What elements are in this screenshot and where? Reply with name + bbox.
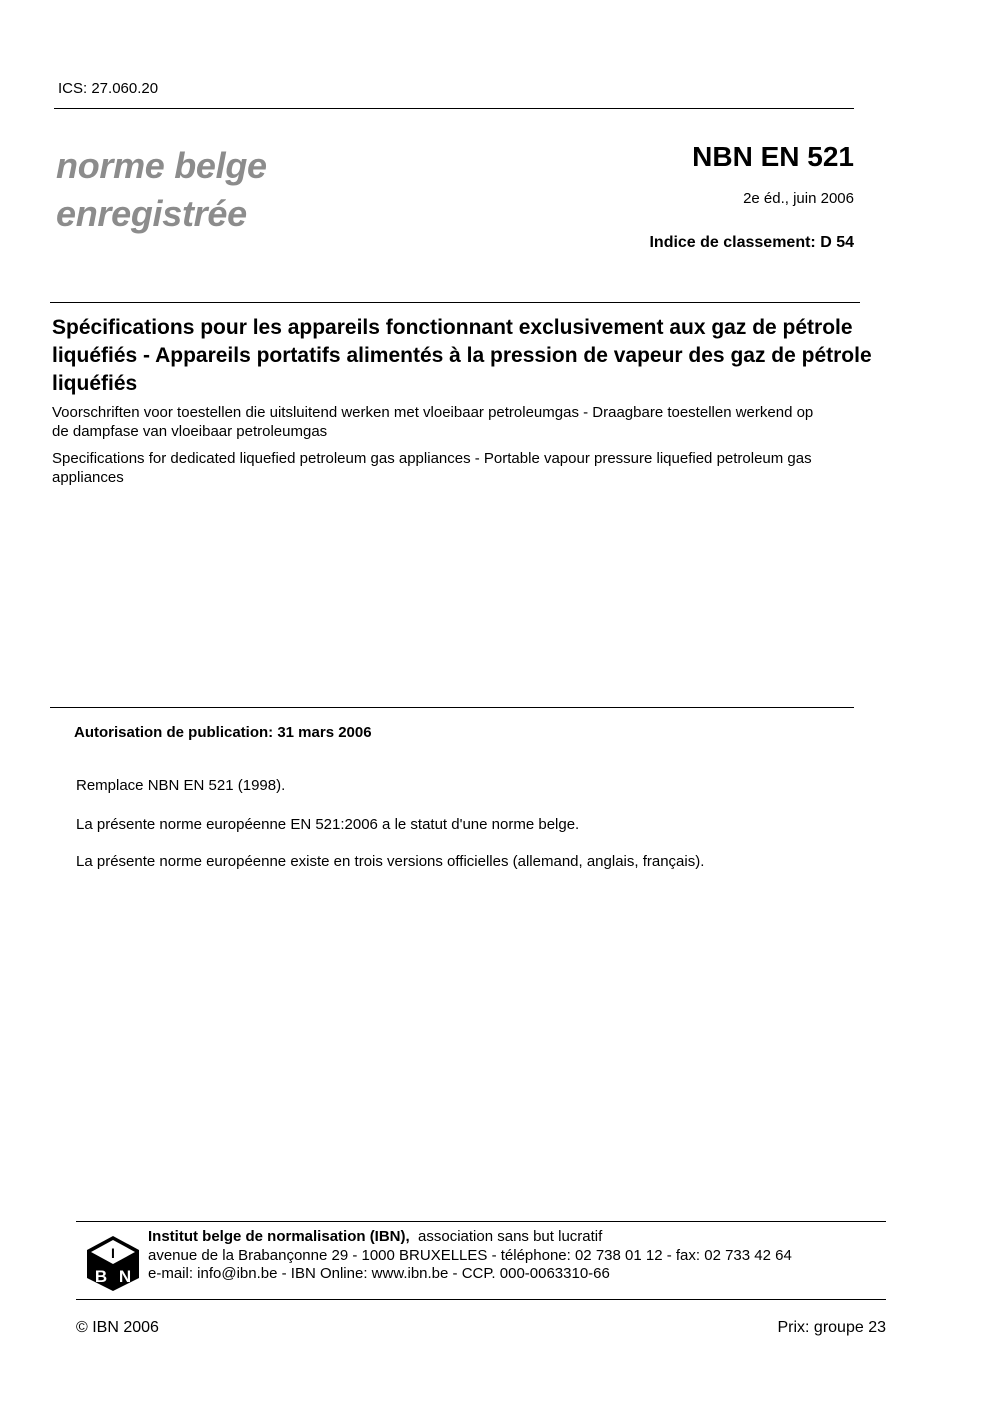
logo-letter-i: I xyxy=(111,1245,115,1261)
title-english: Specifications for dedicated liquefied petroleum gas appliances - Portable vapour pressure liquefied petroleum gas appliances xyxy=(52,450,812,486)
divider-top xyxy=(54,108,854,109)
copyright: © IBN 2006 xyxy=(76,1319,159,1336)
norme-belge-heading xyxy=(56,142,267,238)
edition-date: 2e éd., juin 2006 xyxy=(743,190,854,207)
title-dutch: Voorschriften voor toestellen die uitsluitend werken met vloeibaar petroleumgas - Draagbare toestellen werkend op de dampfase van vloeibaar petroleumgas xyxy=(52,404,814,440)
institute-contact: e-mail: info@ibn.be - IBN Online: www.ibn.be - CCP. 000-0063310-66 xyxy=(148,1265,610,1282)
divider-footer-top xyxy=(76,1221,886,1222)
publication-authorization: Autorisation de publication: 31 mars 2006 xyxy=(74,724,372,741)
replaces-note: Remplace NBN EN 521 (1998). xyxy=(76,777,286,794)
ics-code: ICS: 27.060.20 xyxy=(58,80,159,97)
institute-suffix: association sans but lucratif xyxy=(418,1228,603,1245)
norme-line-1: norme belge xyxy=(56,145,267,186)
ibn-logo-icon xyxy=(84,1234,142,1292)
logo-letter-b: B xyxy=(94,1267,108,1286)
norme-line-2: enregistrée xyxy=(56,193,247,234)
institute-line xyxy=(148,1228,792,1247)
classification-index: Indice de classement: D 54 xyxy=(649,234,854,251)
title-french: Spécifications pour les appareils fonctionnant exclusivement aux gaz de pétrole liquéfiés - Appareils portatifs alimentés à la pression de vapeur des gaz de pétrole liquéfiés xyxy=(52,316,872,395)
institute-address: avenue de la Brabançonne 29 - 1000 BRUXELLES - téléphone: 02 738 01 12 - fax: 02 733 42 64 xyxy=(148,1246,792,1264)
price-group: Prix: groupe 23 xyxy=(777,1319,886,1336)
versions-note: La présente norme européenne existe en trois versions officielles (allemand, anglais, français). xyxy=(76,853,705,870)
institute-info xyxy=(148,1228,792,1284)
divider-middle xyxy=(50,707,854,708)
status-note: La présente norme européenne EN 521:2006 a le statut d'une norme belge. xyxy=(76,816,580,833)
logo-letter-n: N xyxy=(118,1267,132,1286)
standard-number: NBN EN 521 xyxy=(692,141,854,172)
divider-title xyxy=(50,302,860,303)
divider-footer-bottom xyxy=(76,1299,886,1300)
institute-name: Institut belge de normalisation (IBN), xyxy=(148,1228,410,1245)
